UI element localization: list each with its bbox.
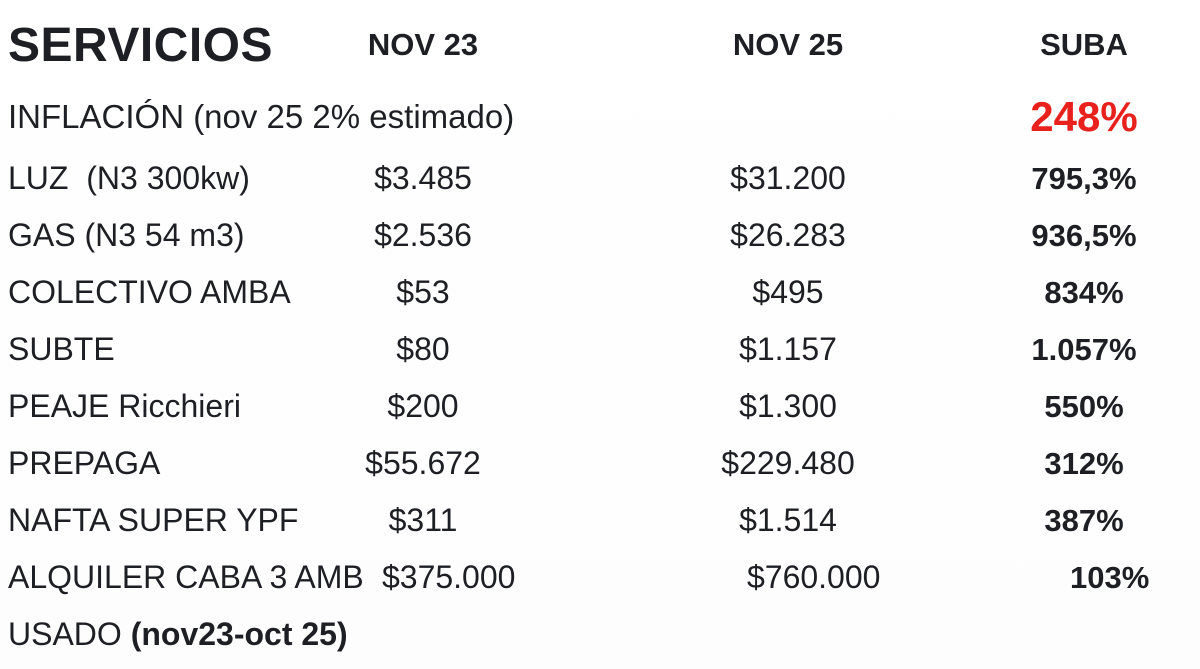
usado-note-regular: USADO	[8, 616, 131, 652]
price-nov23: $80	[396, 331, 450, 367]
table-row-prepaga	[8, 435, 1200, 492]
price-nov25: $26.283	[730, 217, 846, 253]
suba-percent: 103%	[1070, 559, 1150, 595]
price-nov23: $2.536	[374, 217, 472, 253]
page-title: SERVICIOS	[8, 18, 274, 72]
price-nov23: $55.672	[365, 445, 481, 481]
price-nov23: $200	[387, 388, 459, 424]
service-label: ALQUILER CABA 3 AMB	[8, 559, 364, 595]
usado-note	[8, 616, 348, 653]
table-row-colectivo	[8, 264, 1200, 321]
service-label: NAFTA SUPER YPF	[8, 502, 299, 538]
service-label: COLECTIVO AMBA	[8, 274, 291, 310]
price-nov25: $1.514	[739, 502, 837, 538]
suba-percent: 1.057%	[1031, 331, 1137, 367]
service-label: PREPAGA	[8, 445, 161, 481]
table-row-subte	[8, 321, 1200, 378]
table-row-peaje	[8, 378, 1200, 435]
suba-percent: 550%	[1044, 388, 1124, 424]
inflation-label: INFLACIÓN (nov 25 2% estimado)	[8, 98, 515, 135]
inflation-row	[8, 84, 1200, 150]
service-label: SUBTE	[8, 331, 115, 367]
usado-note-bold: (nov23-oct 25)	[130, 616, 348, 652]
price-nov25: $31.200	[730, 160, 846, 196]
column-header-suba: SUBA	[1040, 27, 1128, 62]
table-row-usado-note	[8, 606, 1200, 663]
price-nov23: $311	[388, 502, 458, 538]
table-row-alquiler	[8, 549, 1200, 606]
column-header-nov25: NOV 25	[732, 27, 844, 62]
price-nov25: $495	[752, 274, 824, 310]
suba-percent: 312%	[1044, 445, 1124, 481]
price-nov23: $375.000	[381, 559, 516, 595]
suba-percent: 936,5%	[1031, 217, 1137, 253]
price-nov25: $229.480	[721, 445, 855, 481]
service-label: GAS (N3 54 m3)	[8, 217, 245, 253]
price-nov23: $53	[396, 274, 450, 310]
service-label: PEAJE Ricchieri	[8, 388, 241, 424]
suba-percent: 834%	[1044, 274, 1124, 310]
price-nov25: $1.157	[739, 331, 837, 367]
service-label: LUZ (N3 300kw)	[8, 160, 250, 196]
price-nov25: $1.300	[739, 388, 837, 424]
table-header-row	[8, 6, 1200, 84]
inflation-suba-value: 248%	[1030, 93, 1138, 140]
price-nov23: $3.485	[374, 160, 472, 196]
table-row-gas	[8, 207, 1200, 264]
column-header-nov23: NOV 23	[367, 27, 479, 62]
suba-percent: 795,3%	[1031, 160, 1137, 196]
suba-percent: 387%	[1044, 502, 1124, 538]
price-nov25: $760.000	[746, 559, 881, 595]
table-row-luz	[8, 150, 1200, 207]
table-row-nafta	[8, 492, 1200, 549]
